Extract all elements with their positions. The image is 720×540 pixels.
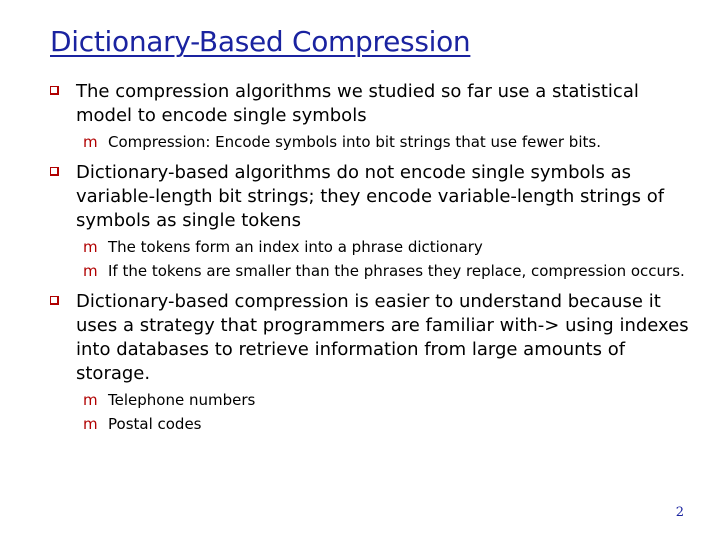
bullet-2-subbullets [50, 237, 690, 282]
m-bullet-icon: m [83, 133, 98, 151]
bullet-3 [50, 290, 690, 386]
subbullet-1-1 [83, 132, 690, 153]
m-bullet-icon: m [83, 415, 98, 433]
bullet-3-subbullets [50, 390, 690, 435]
slide-body [50, 80, 690, 443]
page-number: 2 [675, 505, 684, 520]
subbullet-1-1-text: Compression: Encode symbols into bit strings that use fewer bits. [108, 133, 601, 151]
subbullet-3-1 [83, 390, 690, 411]
bullet-3-text: Dictionary-based compression is easier to understand because it uses a strategy that programmers are familiar with-> using indexes into databases to retrieve information from large amounts of storage. [76, 291, 689, 384]
subbullet-3-2 [83, 414, 690, 435]
subbullet-3-2-text: Postal codes [108, 415, 202, 433]
bullet-1-subbullets [50, 132, 690, 153]
square-bullet-icon [50, 296, 59, 305]
square-bullet-icon [50, 86, 59, 95]
slide-title: Dictionary-Based Compression [50, 25, 471, 58]
bullet-1-text: The compression algorithms we studied so far use a statistical model to encode single symbols [76, 81, 639, 126]
square-bullet-icon [50, 167, 59, 176]
subbullet-3-1-text: Telephone numbers [108, 391, 256, 409]
bullet-2 [50, 161, 690, 233]
subbullet-2-1 [83, 237, 690, 258]
subbullet-2-2 [83, 261, 690, 282]
subbullet-2-2-text: If the tokens are smaller than the phrases they replace, compression occurs. [108, 262, 685, 280]
bullet-2-text: Dictionary-based algorithms do not encode single symbols as variable-length bit strings; they encode variable-length strings of symbols as single tokens [76, 162, 665, 231]
bullet-1 [50, 80, 690, 128]
m-bullet-icon: m [83, 391, 98, 409]
m-bullet-icon: m [83, 262, 98, 280]
subbullet-2-1-text: The tokens form an index into a phrase dictionary [108, 238, 483, 256]
m-bullet-icon: m [83, 238, 98, 256]
